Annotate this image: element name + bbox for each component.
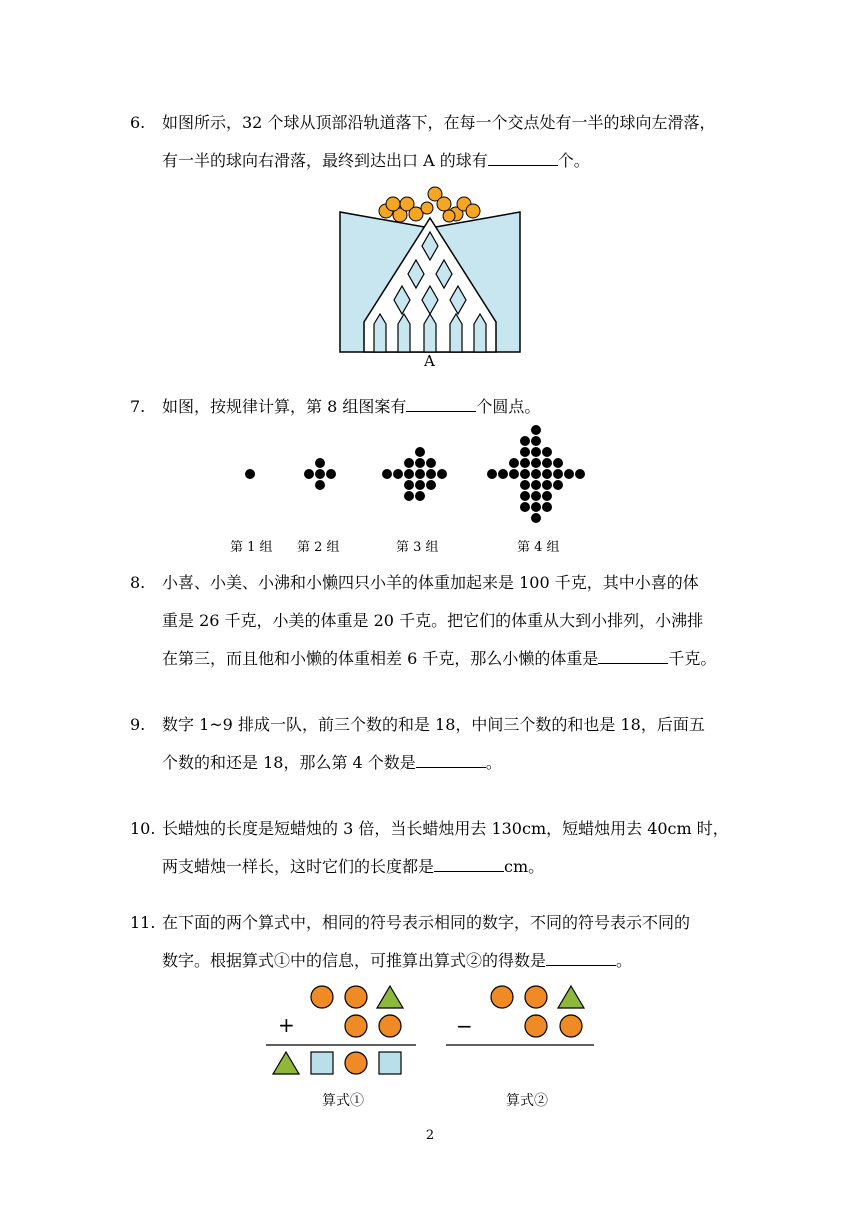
question-text-line: 个数的和还是 18，那么第 4 个数是 。 (162, 753, 502, 772)
dot (531, 491, 541, 501)
blue-square (311, 1052, 333, 1074)
question-number: 8. (130, 573, 146, 592)
dot (315, 480, 325, 490)
orange-circle (345, 1015, 367, 1037)
orange-circle (525, 1015, 547, 1037)
dot (487, 469, 497, 479)
ball-track-figure (336, 184, 524, 370)
dot (520, 491, 530, 501)
dot (520, 480, 530, 490)
dot (498, 469, 508, 479)
group-caption: 第 4 组 (517, 540, 560, 555)
dot (520, 502, 530, 512)
dot (415, 480, 425, 490)
dot (531, 425, 541, 435)
dot (393, 469, 403, 479)
group-caption: 第 3 组 (396, 540, 439, 555)
question-number: 7. (130, 397, 146, 416)
question-number: 9. (130, 715, 146, 734)
dot (426, 469, 436, 479)
orange-circle (491, 986, 513, 1008)
dot (437, 469, 447, 479)
answer-blank[interactable] (598, 647, 668, 664)
dot-group-2 (304, 458, 336, 490)
green-triangle (377, 986, 403, 1008)
minus-sign: − (456, 1014, 473, 1038)
dot (531, 480, 541, 490)
dot (415, 491, 425, 501)
dot (245, 469, 255, 479)
dot (553, 480, 563, 490)
dot (415, 469, 425, 479)
dot (382, 469, 392, 479)
dot (326, 469, 336, 479)
question-number: 11. (130, 913, 156, 932)
question-text-line: 数字 1~9 排成一队，前三个数的和是 18，中间三个数的和也是 18，后面五 (162, 715, 705, 734)
dot (542, 502, 552, 512)
dot (553, 458, 563, 468)
dot-pattern-figure (230, 420, 600, 530)
dot (415, 447, 425, 457)
question-text-line: 如图，按规律计算，第 8 组图案有 个圆点。 (162, 397, 541, 416)
dot (315, 469, 325, 479)
orange-circle (560, 1015, 582, 1037)
dot (304, 469, 314, 479)
blue-square (379, 1052, 401, 1074)
green-triangle (273, 1052, 299, 1074)
equation-2-caption: 算式② (506, 1093, 548, 1109)
question-9 (130, 706, 740, 782)
question-text-line: 有一半的球向右滑落，最终到达出口 A 的球有 个。 (162, 151, 590, 170)
question-8 (130, 564, 740, 678)
dot (553, 469, 563, 479)
dot (542, 458, 552, 468)
dot (531, 447, 541, 457)
answer-blank[interactable] (406, 395, 476, 412)
question-text-line: 小喜、小美、小沸和小懒四只小羊的体重加起来是 100 千克，其中小喜的体 (162, 573, 699, 592)
question-text-line: 两支蜡烛一样长，这时它们的长度都是 cm。 (162, 857, 545, 876)
dot (575, 469, 585, 479)
question-number: 10. (130, 819, 156, 838)
orange-circle (379, 1015, 401, 1037)
exit-label: A (424, 352, 435, 370)
dot (404, 469, 414, 479)
question-text-line: 数字。根据算式①中的信息，可推算出算式②的得数是 。 (162, 951, 633, 970)
dot (404, 480, 414, 490)
equation-1-caption: 算式① (322, 1093, 364, 1109)
question-number: 6. (130, 113, 146, 132)
answer-blank[interactable] (488, 149, 558, 166)
question-text-line: 在下面的两个算式中，相同的符号表示相同的数字，不同的符号表示不同的 (162, 913, 691, 932)
dot (509, 458, 519, 468)
green-triangle (558, 986, 584, 1008)
dot (531, 458, 541, 468)
dot (564, 469, 574, 479)
question-text-line: 在第三，而且他和小懒的体重相差 6 千克，那么小懒的体重是 千克。 (162, 649, 717, 668)
answer-blank[interactable] (434, 855, 504, 872)
question-11 (130, 904, 740, 980)
dot (404, 458, 414, 468)
orange-circle (345, 986, 367, 1008)
dot (509, 469, 519, 479)
question-text-line: 重是 26 千克，小美的体重是 20 千克。把它们的体重从大到小排列，小沸排 (162, 611, 704, 630)
dot (542, 480, 552, 490)
dot (426, 458, 436, 468)
dot-group-4 (487, 425, 585, 523)
dot (542, 447, 552, 457)
question-6 (130, 104, 740, 180)
dot (531, 502, 541, 512)
question-10 (130, 810, 740, 886)
dot (542, 491, 552, 501)
question-text-line: 长蜡烛的长度是短蜡烛的 3 倍，当长蜡烛用去 130cm，短蜡烛用去 40cm 时， (162, 819, 729, 838)
page-number: 2 (425, 1128, 435, 1143)
answer-blank[interactable] (416, 751, 486, 768)
orange-circle (345, 1052, 367, 1074)
dot (531, 469, 541, 479)
dot (520, 436, 530, 446)
dot (520, 447, 530, 457)
dot (426, 480, 436, 490)
dot (415, 458, 425, 468)
dot (404, 491, 414, 501)
answer-blank[interactable] (546, 949, 616, 966)
dot-group-1 (245, 469, 255, 479)
dot (542, 469, 552, 479)
equation-1 (266, 986, 416, 1074)
equations-figure (262, 982, 602, 1082)
group-caption: 第 1 组 (230, 540, 273, 555)
balls (379, 187, 480, 222)
plus-sign: + (278, 1013, 295, 1037)
dot (315, 458, 325, 468)
question-text-line: 如图所示，32 个球从顶部沿轨道落下，在每一个交点处有一半的球向左滑落， (162, 113, 716, 132)
group-caption: 第 2 组 (297, 540, 340, 555)
dot-group-3 (382, 447, 447, 501)
orange-circle (311, 986, 333, 1008)
equation-2 (446, 986, 594, 1045)
dot (520, 469, 530, 479)
dot (531, 436, 541, 446)
dot (531, 513, 541, 523)
dot (520, 458, 530, 468)
orange-circle (525, 986, 547, 1008)
